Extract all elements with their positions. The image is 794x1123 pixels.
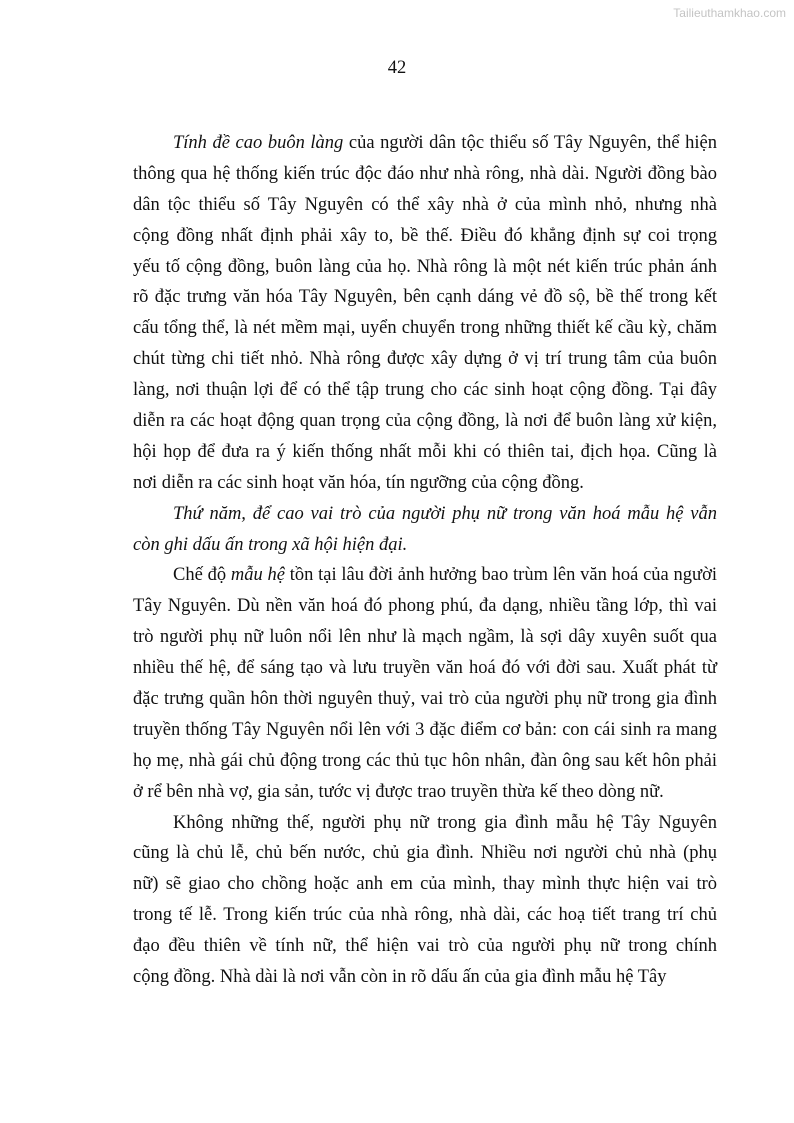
- text-line: [133, 684, 717, 715]
- text-segment: đạo đều thiên về tính nữ, thể hiện vai trò của người phụ nữ trong chính: [133, 936, 717, 957]
- text-segment: làng, nơi thuận lợi để có thể tập trung cho các sinh hoạt cộng đồng. Tại đây: [133, 380, 717, 401]
- body-text: [133, 128, 717, 993]
- text-segment: Chế độ: [173, 565, 231, 586]
- text-line: [133, 808, 717, 839]
- text-segment: diễn ra các hoạt động quan trọng của cộng đồng, là nơi để buôn làng xử kiện,: [133, 411, 717, 432]
- watermark: Tailieuthamkhao.com: [673, 6, 786, 20]
- text-segment: cấu tổng thể, là nét mềm mại, uyển chuyển trong những thiết kế cầu kỳ, chăm: [133, 318, 717, 339]
- text-segment: họ mẹ, nhà gái chủ động trong các thủ tục hôn nhân, đàn ông sau kết hôn phải: [133, 750, 717, 771]
- text-segment: tồn tại lâu đời ảnh hưởng bao trùm lên văn hoá của người: [284, 565, 717, 586]
- text-line: [133, 252, 717, 283]
- text-segment: cộng đồng nhất định phải xây to, bề thế. Điều đó khẳng định sự coi trọng: [133, 225, 717, 246]
- text-segment: nhiều thế hệ, để sáng tạo và lưu truyền văn hoá đó với đời sau. Xuất phát từ: [133, 658, 717, 679]
- text-line: [133, 931, 717, 962]
- text-line: [133, 746, 717, 777]
- paragraph: [133, 560, 717, 807]
- text-line: [133, 375, 717, 406]
- text-segment: của người dân tộc thiểu số Tây Nguyên, thể hiện: [343, 133, 717, 153]
- text-line: [133, 530, 717, 561]
- text-segment: ở rể bên nhà vợ, gia sản, tước vị được trao truyền thừa kế theo dòng nữ.: [133, 781, 664, 802]
- text-segment: nơi diễn ra các sinh hoạt văn hóa, tín ngưỡng của cộng đồng.: [133, 472, 584, 493]
- text-segment: trong tế lễ. Trong kiến trúc của nhà rông, nhà dài, các hoạ tiết trang trí chủ: [133, 905, 717, 926]
- text-line: [133, 159, 717, 190]
- text-line: [133, 313, 717, 344]
- text-line: [133, 344, 717, 375]
- text-segment: Không những thế, người phụ nữ trong gia đình mẫu hệ Tây Nguyên: [173, 812, 717, 833]
- text-line: [133, 406, 717, 437]
- italic-text: Thứ năm, để cao vai trò của người phụ nữ trong văn hoá mẫu hệ vẫn: [173, 503, 717, 524]
- text-line: [133, 715, 717, 746]
- text-line: [133, 560, 717, 591]
- text-line: [133, 591, 717, 622]
- text-line: [133, 653, 717, 684]
- text-line: [133, 900, 717, 931]
- italic-text: còn ghi dấu ấn trong xã hội hiện đại.: [133, 534, 408, 555]
- text-line: [133, 499, 717, 530]
- text-line: [133, 962, 717, 993]
- text-line: [133, 190, 717, 221]
- text-segment: truyền thống Tây Nguyên nổi lên với 3 đặc điểm cơ bản: con cái sinh ra mang: [133, 719, 717, 740]
- paragraph: [133, 499, 717, 561]
- text-line: [133, 221, 717, 252]
- page-number: 42: [387, 58, 407, 78]
- text-segment: nữ) sẽ giao cho chồng hoặc anh em của mình, thay mình thực hiện vai trò: [133, 874, 717, 895]
- paragraph: [133, 128, 717, 499]
- text-segment: yếu tố cộng đồng, buôn làng của họ. Nhà rông là một nét kiến trúc phản ánh: [133, 256, 717, 277]
- text-segment: rõ đặc trưng văn hóa Tây Nguyên, bên cạnh dáng vẻ đồ sộ, bề thế trong kết: [133, 287, 717, 308]
- text-segment: Tây Nguyên. Dù nền văn hoá đó phong phú, đa dạng, nhiều tầng lớp, thì vai: [133, 596, 717, 617]
- text-line: [133, 468, 717, 499]
- text-segment: trò người phụ nữ luôn nổi lên như là mạch ngầm, là sợi dây xuyên suốt qua: [133, 627, 717, 648]
- text-segment: thông qua hệ thống kiến trúc độc đáo như nhà rông, nhà dài. Người đồng bào: [133, 163, 717, 184]
- text-segment: chút từng chi tiết nhỏ. Nhà rông được xây dựng ở vị trí trung tâm của buôn: [133, 349, 717, 370]
- text-segment: cộng đồng. Nhà dài là nơi vẫn còn in rõ dấu ấn của gia đình mẫu hệ Tây: [133, 967, 667, 988]
- text-segment: dân tộc thiểu số Tây Nguyên có thể xây nhà ở của mình nhỏ, nhưng nhà: [133, 194, 717, 215]
- text-segment: đặc trưng quần hôn thời nguyên thuỷ, vai trò của người phụ nữ trong gia đình: [133, 689, 717, 710]
- text-line: [133, 777, 717, 808]
- italic-text: Tính đề cao buôn làng: [173, 133, 344, 153]
- text-line: [133, 282, 717, 313]
- text-line: [133, 869, 717, 900]
- text-line: [133, 622, 717, 653]
- italic-text: mẫu hệ: [230, 565, 285, 586]
- paragraph: [133, 808, 717, 993]
- text-line: [133, 838, 717, 869]
- text-line: [133, 437, 717, 468]
- text-segment: hội họp để đưa ra ý kiến thống nhất mỗi khi có thiên tai, địch họa. Cũng là: [133, 441, 717, 462]
- text-segment: cũng là chủ lễ, chủ bến nước, chủ gia đình. Nhiều nơi người chủ nhà (phụ: [133, 843, 717, 864]
- text-line: [133, 128, 717, 159]
